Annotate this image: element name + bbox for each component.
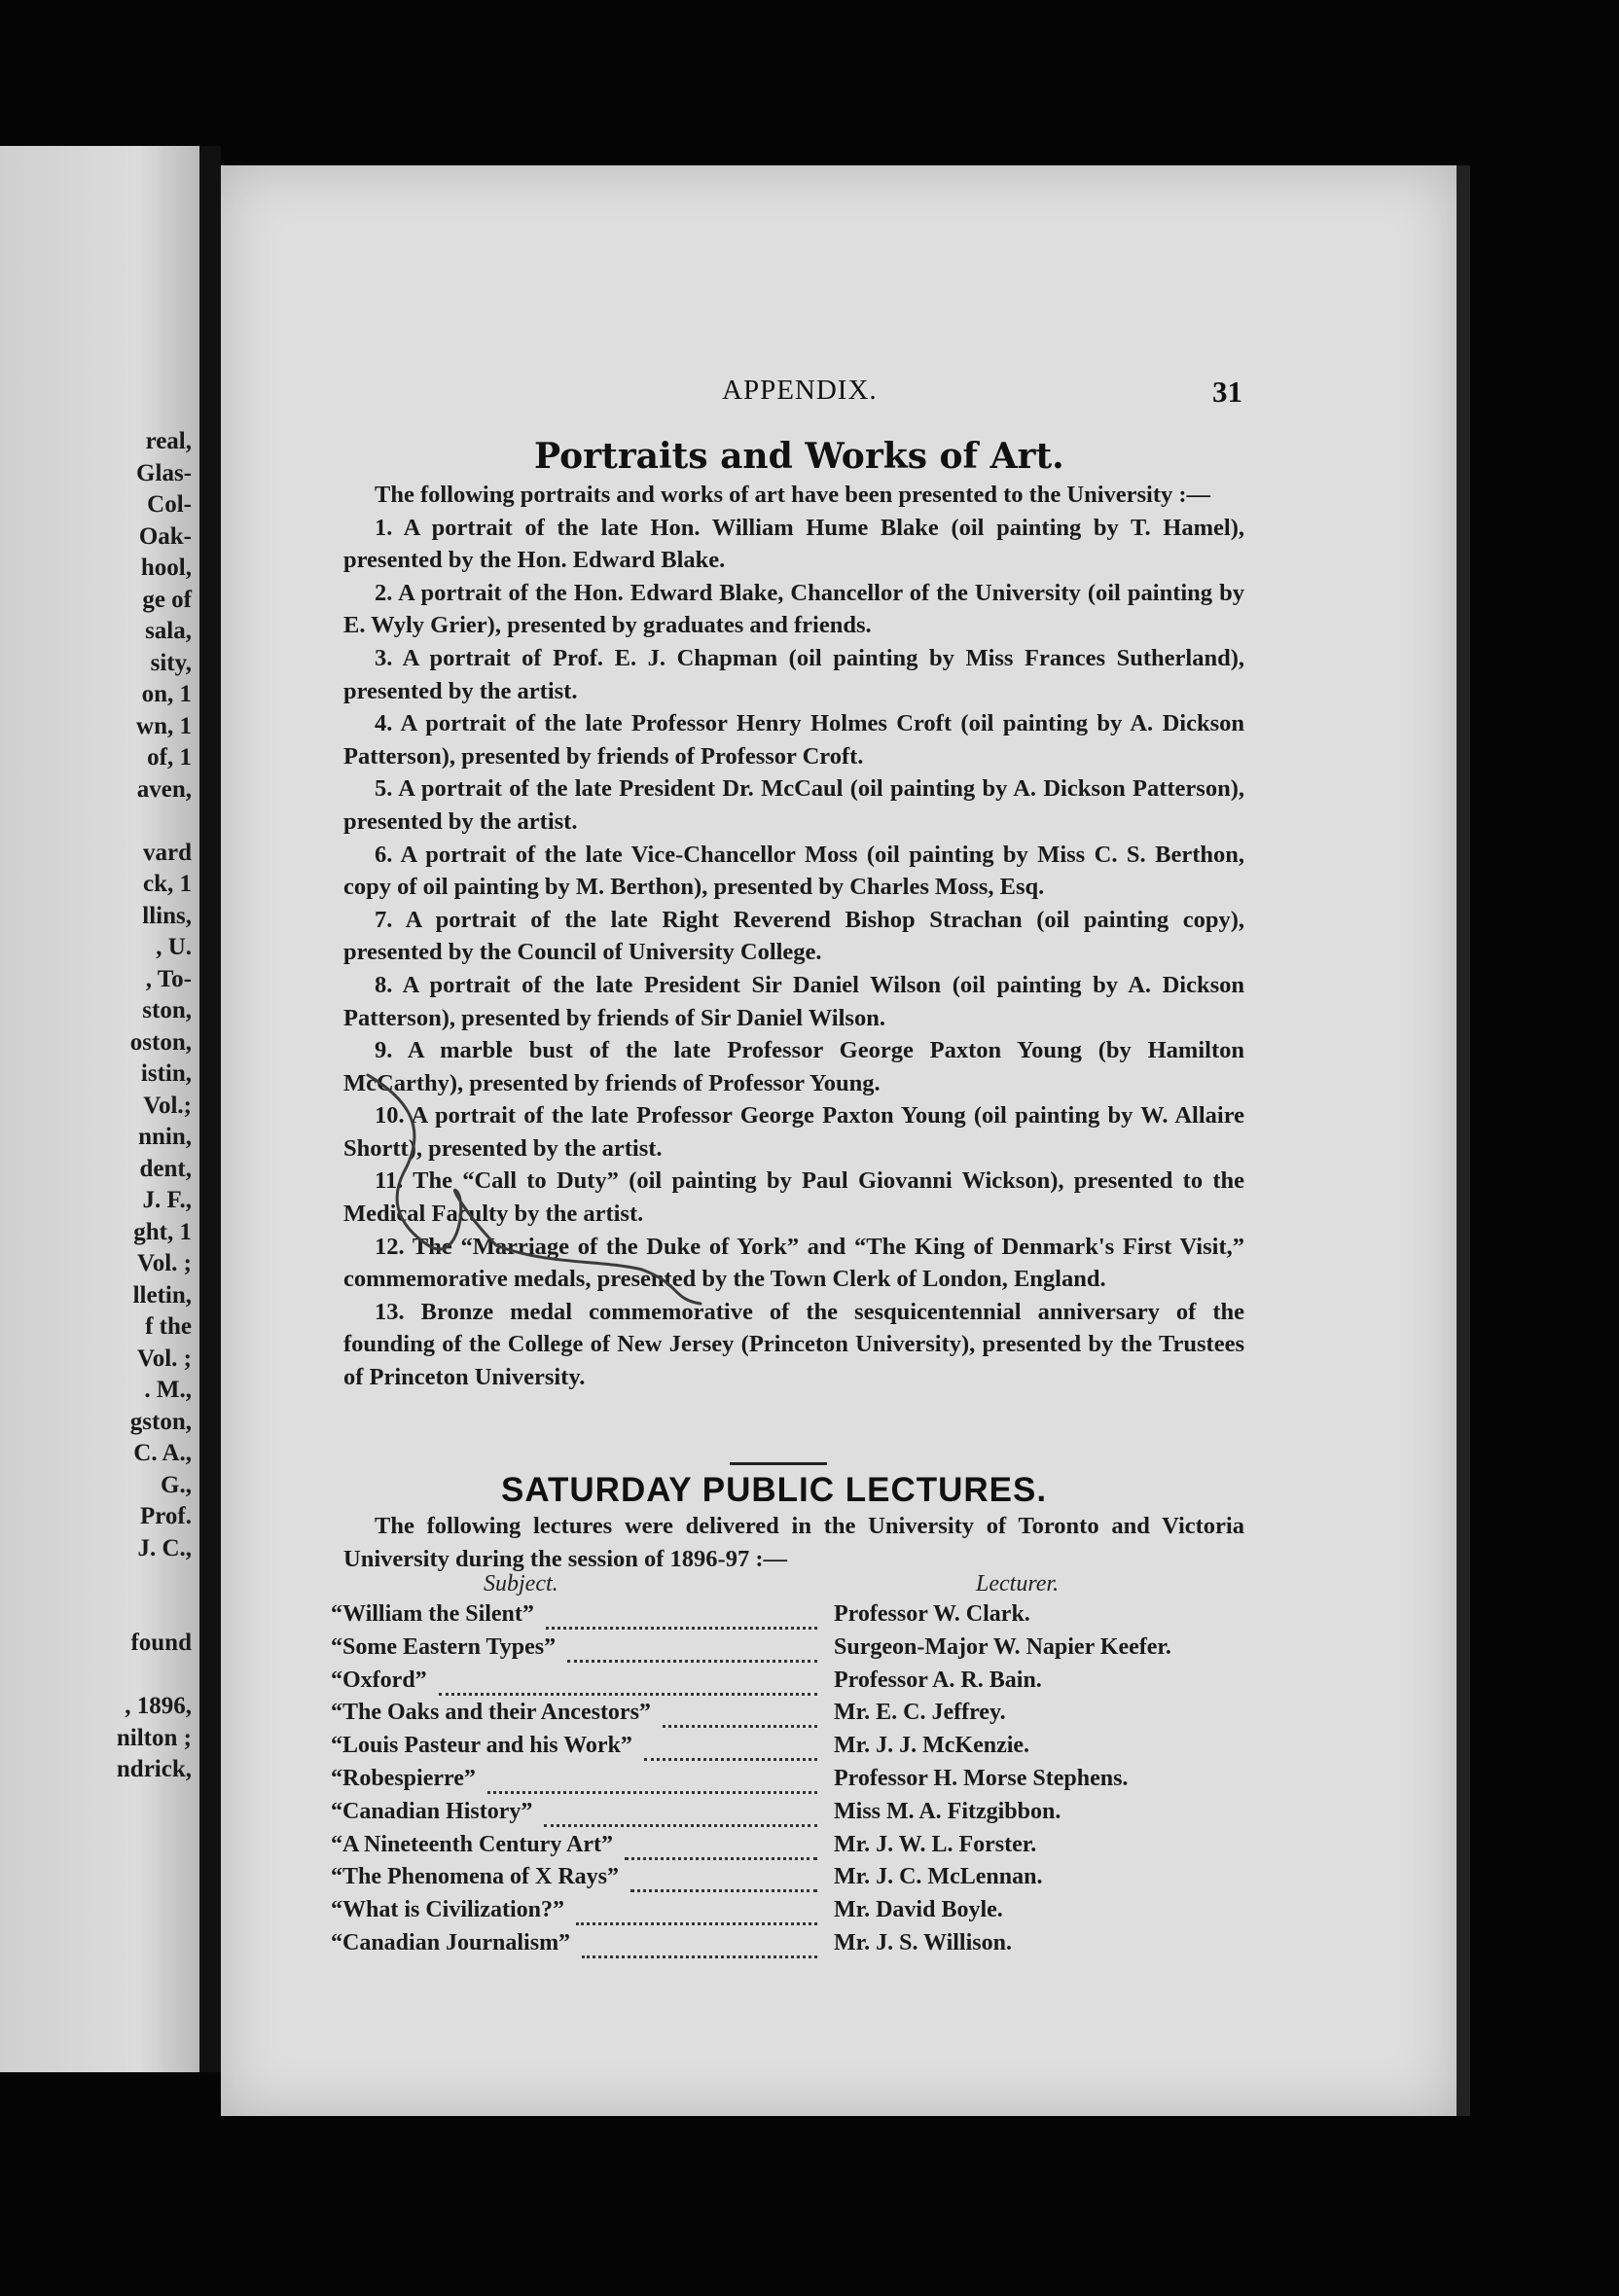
left-page-line: C. A., [133,1440,192,1466]
left-page-line: G., [161,1471,192,1498]
running-header: APPENDIX. [722,375,878,406]
left-page-line: on, 1 [141,681,192,707]
lecture-lecturer: Surgeon-Major W. Napier Keefer. [834,1633,1171,1660]
portrait-item: 11. The “Call to Duty” (oil painting by Paul Giovanni Wickson), presented to the Medical Faculty by the artist. [343,1167,1244,1228]
left-page-line: of, 1 [147,744,192,771]
lecture-row [331,1601,1236,1634]
lecture-row [331,1930,1236,1963]
portrait-item: 6. A portrait of the late Vice-Chancellor Moss (oil painting by Miss C. S. Berthon, copy of oil painting by M. Berthon), presented by Charles Moss, Esq. [343,841,1244,901]
lecture-lecturer: Mr. J. S. Willison. [834,1930,1012,1955]
leader-dots [439,1673,817,1696]
portrait-item: 13. Bronze medal commemorative of the sesquicentennial anniversary of the founding of the College of New Jersey (Princeton University), presented by the Trustees of Princeton University. [343,1298,1244,1391]
portrait-item: 10. A portrait of the late Professor George Paxton Young (oil painting by W. Allaire Shortt), presented by the artist. [343,1102,1244,1162]
portraits-list [343,512,1244,1394]
left-page-line: sity, [150,649,192,676]
left-page-line: aven, [136,775,192,803]
left-page-line: Vol.; [143,1092,192,1119]
left-page-line: , 1896, [125,1693,192,1719]
lecture-row [331,1832,1236,1865]
lecture-lecturer: Professor A. R. Bain. [834,1667,1042,1693]
left-page-line: istin, [140,1060,192,1087]
portrait-item: 12. The “Marriage of the Duke of York” and “The King of Denmark's First Visit,” commemorative medals, presented by the Town Clerk of London, England. [343,1233,1244,1293]
left-page-line: gston, [129,1408,192,1435]
lecture-subject: “Canadian Journalism” [331,1930,571,1955]
lectures-heading: SATURDAY PUBLIC LECTURES. [501,1471,1048,1509]
lecture-subject: “William the Silent” [331,1601,534,1627]
lectures-intro: The following lectures were delivered in the University of Toronto and Victoria University during the session of 1896-97 :— [343,1513,1244,1572]
left-page-line: J. C., [137,1534,192,1561]
portraits-section [343,479,1244,1394]
leader-dots [546,1607,817,1630]
lecture-lecturer: Mr. E. C. Jeffrey. [834,1700,1006,1726]
portrait-item: 2. A portrait of the Hon. Edward Blake, Chancellor of the University (oil painting by E. Wyly Grier), presented by graduates and friends. [343,579,1244,639]
lecture-row [331,1864,1236,1897]
left-page-line: vard [143,839,192,866]
lecture-subject: “Canadian History” [331,1798,533,1824]
left-page-line: Vol. ; [136,1250,192,1276]
portrait-item: 4. A portrait of the late Professor Henry Holmes Croft (oil painting by A. Dickson Patterson), presented by friends of Professor Croft. [343,710,1244,770]
left-page-line: Prof. [140,1503,192,1529]
lecturer-column-header: Lecturer. [976,1571,1060,1596]
left-page-line: oston, [129,1028,192,1056]
lecture-lecturer: Mr. J. W. L. Forster. [834,1831,1037,1857]
lecture-subject: “Some Eastern Types” [331,1633,557,1660]
left-page-line: lletin, [132,1281,192,1309]
portrait-item: 9. A marble bust of the late Professor George Paxton Young (by Hamilton McCarthy), presented by friends of Professor Young. [343,1037,1244,1096]
left-page-line: hool, [140,555,192,581]
left-page-line: ge of [142,586,192,613]
left-page-line: f the [145,1313,192,1340]
left-page-line: real, [145,428,192,454]
lecture-lecturer: Professor W. Clark. [834,1601,1030,1627]
lecture-subject: “Robespierre” [331,1766,476,1791]
leader-dots [544,1805,817,1827]
leader-dots [576,1903,817,1925]
portrait-item: 7. A portrait of the late Right Reverend Bishop Strachan (oil painting copy), presented by the Council of University College. [343,906,1244,966]
page-number: 31 [1212,375,1242,409]
leader-dots [644,1739,817,1761]
lecture-row [331,1700,1236,1733]
left-page-line: , U. [156,934,192,960]
lecture-lecturer: Professor H. Morse Stephens. [834,1766,1129,1791]
lecture-row [331,1799,1236,1832]
page-edge [1457,165,1470,2116]
lecture-lecturer: Mr. David Boyle. [834,1897,1003,1923]
left-page-line: , To- [145,965,192,992]
lecture-lecturer: Mr. J. J. McKenzie. [834,1733,1030,1759]
portraits-intro: The following portraits and works of art have been presented to the University :— [375,482,1211,508]
portraits-heading: Portraits and Works of Art. [534,436,1064,477]
left-page-line: . M., [144,1377,192,1403]
subject-column-header: Subject. [484,1571,558,1596]
left-page-fragment [0,146,199,2072]
lecture-row [331,1766,1236,1799]
lecture-subject: “What is Civilization?” [331,1897,565,1923]
lecture-row [331,1634,1236,1668]
left-page-line: Glas- [136,459,192,486]
left-page-line: ck, 1 [143,871,192,897]
left-page-line: sala, [145,618,192,644]
leader-dots [487,1772,817,1794]
portrait-item: 5. A portrait of the late President Dr. McCaul (oil painting by A. Dickson Patterson), presented by the artist. [343,775,1244,835]
leader-dots [582,1936,817,1958]
left-page-line: found [130,1630,192,1656]
portrait-item: 3. A portrait of Prof. E. J. Chapman (oil painting by Miss Frances Sutherland), presented by the artist. [343,644,1244,704]
leader-dots [625,1838,817,1860]
leader-dots [567,1640,817,1663]
leader-dots [663,1705,817,1728]
left-page-line: dent, [139,1155,192,1182]
leader-dots [630,1870,817,1892]
lecture-subject: “Louis Pasteur and his Work” [331,1733,632,1759]
section-divider [730,1462,827,1465]
left-page-line: nnin, [138,1124,192,1150]
left-page-line: Vol. ; [136,1345,192,1372]
page-gutter [199,146,221,2072]
left-page-line: ston, [142,997,192,1023]
lecture-row [331,1668,1236,1701]
left-page-line: wn, 1 [136,712,192,739]
lecture-row [331,1733,1236,1766]
left-page-line: Oak- [138,522,192,550]
left-page-line: ght, 1 [133,1218,192,1245]
lecture-lecturer: Mr. J. C. McLennan. [834,1864,1043,1890]
left-page-line: llins, [142,902,192,929]
lecture-subject: “The Oaks and their Ancestors” [331,1700,651,1726]
lecture-row [331,1897,1236,1930]
left-page-line: nilton ; [116,1724,192,1751]
lecture-subject: “Oxford” [331,1667,427,1693]
lecture-lecturer: Miss M. A. Fitzgibbon. [834,1798,1061,1824]
portrait-item: 8. A portrait of the late President Sir Daniel Wilson (oil painting by A. Dickson Patterson), presented by friends of Sir Daniel Wilson. [343,971,1244,1031]
lectures-intro-block [343,1510,1244,1575]
left-page-line: ndrick, [116,1756,192,1782]
left-page-line: J. F., [142,1187,192,1213]
left-page-line: Col- [147,491,192,518]
portrait-item: 1. A portrait of the late Hon. William Hume Blake (oil painting by T. Hamel), presented by the Hon. Edward Blake. [343,514,1244,574]
lecture-subject: “The Phenomena of X Rays” [331,1864,620,1890]
lecture-subject: “A Nineteenth Century Art” [331,1831,613,1857]
